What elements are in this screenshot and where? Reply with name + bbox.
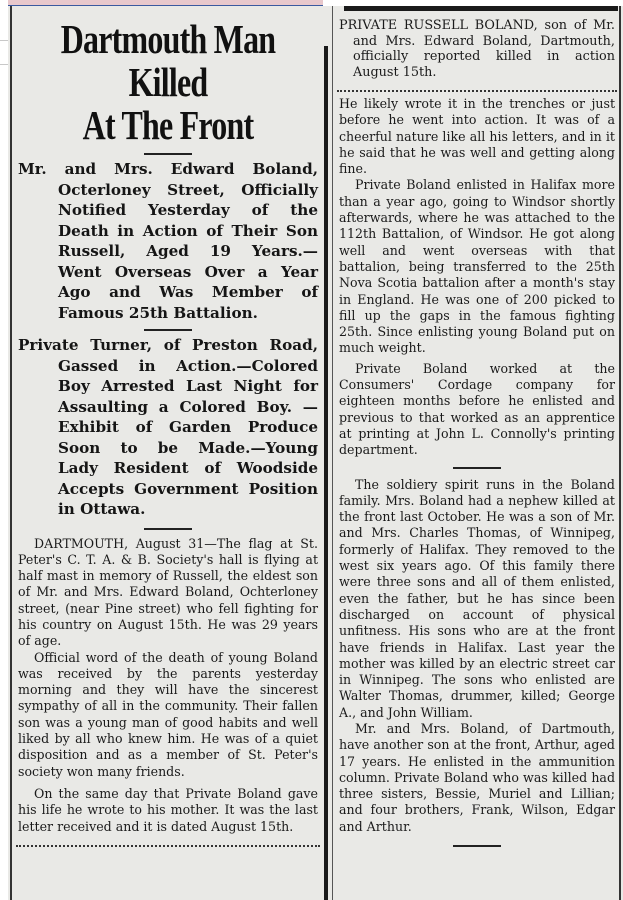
left-body-text <box>12 536 324 835</box>
paragraph: The soldiery spirit runs in the Boland family. Mrs. Boland had a nephew killed at the front last October. He was a son of Mr. and Mrs. Charles Thomas, of Winnipeg, formerly of Halifax. They removed to the west six years ago. Of this family there were three sons and all of them enlisted, even the father, but he has since been discharged on account of physical unfitness. His sons who are at the front have friends in Halifax. Last year the mother was killed by an electric street car in Winnipeg. The sons who enlisted are Walter Thomas, drummer, killed; George A., and John William. <box>339 476 615 720</box>
subheadline-deck-1: Mr. and Mrs. Edward Boland, Octerloney Street, Officially Notified Yesterday of the Death in Action of Their Son Russell, Aged 19 Years.— Went Overseas Over a Year Ago and Was Member of Famous 25th Battalion. <box>18 160 318 322</box>
gutter-divider <box>0 40 8 41</box>
divider-rule <box>453 845 501 847</box>
divider-rule <box>144 153 192 155</box>
right-body-text-2 <box>333 477 621 836</box>
paragraph: DARTMOUTH, August 31—The flag at St. Peter's C. T. A. & B. Society's hall is flying at half mast in memory of Russell, the eldest son of Mr. and Mrs. Edward Boland, Ochterloney street, (near Pine street) who fell fighting for his country on August 15th. He was 29 years of age. <box>18 535 318 649</box>
divider-rule <box>144 528 192 530</box>
paragraph: Mr. and Mrs. Boland, of Dartmouth, have another son at the front, Arthur, aged 17 years. He enlisted in the ammunition column. Private Boland who was killed had three sisters, Bessie, Muriel and Lillian; and four brothers, Frank, Wilson, Edgar and Arthur. <box>339 720 615 834</box>
paragraph: On the same day that Private Boland gave his life he wrote to his mother. It was the last letter received and it is dated August 15th. <box>18 785 318 834</box>
paragraph: Official word of the death of young Boland was received by the parents yesterday morning and they will have the sincerest sympathy of all in the community. Their fallen son was a young man of good habits and well liked by all who knew him. He was of a quiet disposition and as a member of St. Peter's society won many friends. <box>18 649 318 779</box>
divider-rule <box>144 329 192 331</box>
wavy-divider <box>337 84 617 92</box>
divider-rule <box>453 467 501 469</box>
paragraph: He likely wrote it in the trenches or just before he went into action. It was of a cheerful nature like all his letters, and in it he said that he was well and getting along fine. <box>339 96 615 177</box>
left-column <box>10 6 324 900</box>
right-body-text-1 <box>333 96 621 459</box>
wavy-divider <box>16 839 320 847</box>
newspaper-clipping <box>8 6 623 900</box>
paragraph: Private Boland worked at the Consumers' Cordage company for eighteen months before he enlisted and previous to that worked as an apprentice at printing at John L. Connolly's printing department. <box>339 360 615 458</box>
paragraph: Private Boland enlisted in Halifax more than a year ago, going to Windsor shortly afterwards, where he was attached to the 112th Battalion, of Windsor. He got along well and went overseas with that battalion, being transferred to the 25th Nova Scotia battalion after a month's stay in England. He was one of 200 picked to fill up the gaps in the famous fighting 25th. Since enlisting young Boland put on much weight. <box>339 177 615 356</box>
column-separator <box>324 46 328 900</box>
gutter-divider <box>0 64 8 65</box>
headline <box>46 18 289 147</box>
left-gutter <box>0 0 8 900</box>
subheadline-deck-2: Private Turner, of Preston Road, Gassed in Action.—Colored Boy Arrested Last Night for Assaulting a Colored Boy. —Exhibit of Garden Produce Soon to be Made.—Young Lady Resident of Woodside Accepts Government Position in Ottawa. <box>18 336 318 518</box>
headline-line-2: At The Front <box>82 102 254 148</box>
photo-caption: PRIVATE RUSSELL BOLAND, son of Mr. and Mrs. Edward Boland, Dartmouth, officially reported killed in action August 15th. <box>339 18 615 80</box>
headline-line-1: Dartmouth Man Killed <box>60 16 276 105</box>
right-column <box>332 6 621 900</box>
